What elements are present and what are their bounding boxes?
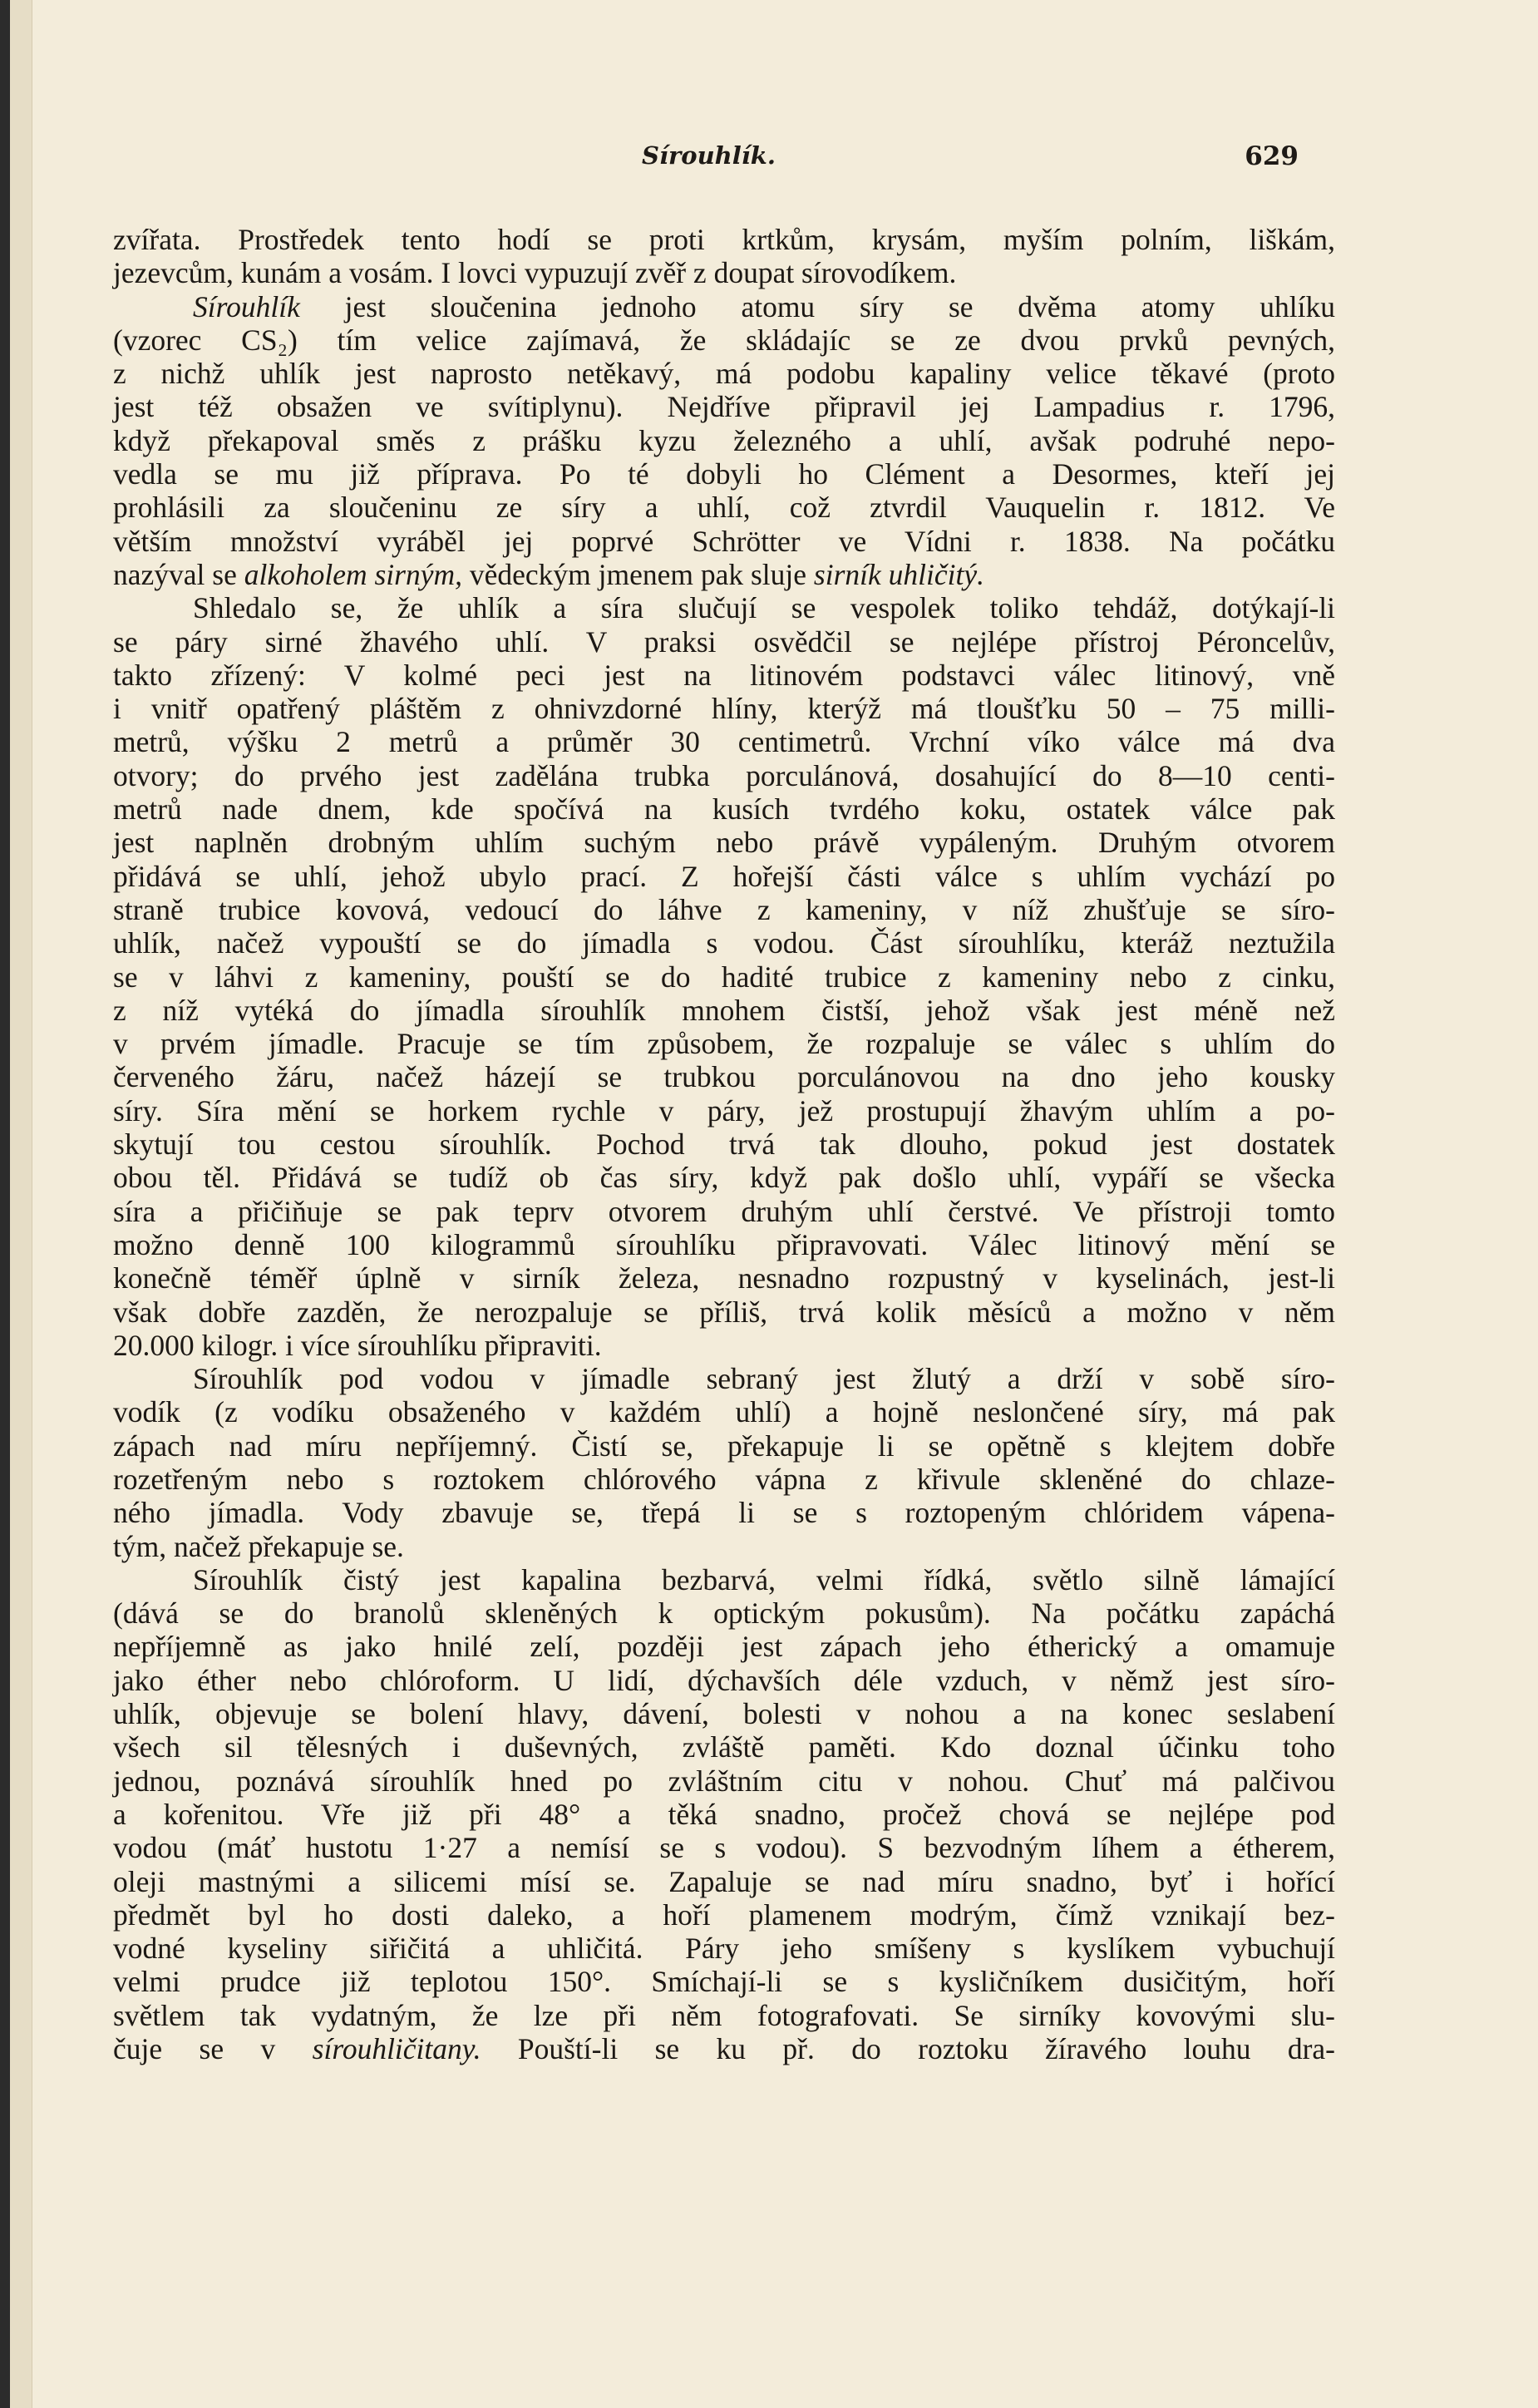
text-line: v prvém jímadle. Pracuje se tím způsobem, že rozpaluje se válec s uhlím do [113,1027,1335,1061]
text-line: obou těl. Přidává se tudíž ob čas síry, když pak došlo uhlí, vypáří se všecka [113,1161,1335,1195]
text-line [113,290,1335,323]
text-line [113,2032,1335,2065]
text-line: Shledalo se, že uhlík a síra slučují se vespolek toliko tehdáž, dotýkají-li [193,591,1335,625]
running-head: Sírouhlík. [642,141,776,170]
text-line: vodou (máť hustotu 1·27 a nemísí se s vodou). S bezvodným líhem a étherem, [113,1831,1335,1865]
book-page [10,0,1538,2408]
text-run: nazýval se [113,557,244,591]
text-line: jako éther nebo chlóroform. U lidí, dýchavších déle vzduch, v němž jest síro- [113,1663,1335,1697]
text-line: uhlík, načež vypouští se do jímadla s vodou. Část sírouhlíku, kteráž neztužila [113,926,1335,960]
text-line: zápach nad míru nepříjemný. Čistí se, překapuje li se opětně s klejtem dobře [113,1429,1335,1463]
text-line: metrů, výšku 2 metrů a průměr 30 centimetrů. Vrchní víko válce má dva [113,725,1335,759]
text-line: se páry sirné žhavého uhlí. V praksi osvědčil se nejlépe přístroj Péroncelův, [113,624,1335,659]
text-line: však dobře zazděn, že nerozpaluje se příliš, trvá kolik měsíců a možno v něm [113,1295,1335,1329]
text-line: otvory; do prvého jest zadělána trubka porculánová, dosahující do 8—10 centi- [113,758,1335,792]
text-line: jest naplněn drobným uhlím suchým nebo právě vypáleným. Druhým otvorem [113,826,1335,860]
text-line: (vzorec CS₂) tím velice zajímavá, že skládajíc se ze dvou prvků pevných, [113,323,1335,357]
italic-term: Sírouhlík [193,289,300,323]
text-line: světlem tak vydatným, že lze při něm fotografovati. Se sirníky kovovými slu- [113,1998,1335,2032]
italic-term: alkoholem sirným, [244,557,462,591]
text-line: vodné kyseliny siřičitá a uhličitá. Páry jeho smíšeny s kyslíkem vybuchují [113,1932,1335,1966]
italic-term: sírouhličitany. [312,2032,481,2066]
text-line: všech sil tělesných i duševných, zvláště paměti. Kdo doznal účinku toho [113,1730,1335,1764]
body-text [113,223,1335,2065]
text-line: z nichž uhlík jest naprosto netěkavý, má podobu kapaliny velice těkavé (proto [113,357,1335,391]
text-line: přidává se uhlí, jehož ubylo prací. Z hořejší části válce s uhlím vychází po [113,859,1335,893]
text-line: Sírouhlík čistý jest kapalina bezbarvá, velmi řídká, světlo silně lámající [193,1562,1335,1596]
text-line: takto zřízený: V kolmé peci jest na litinovém podstavci válec litinový, vně [113,658,1335,692]
text-line: síra a přičiňuje se pak teprv otvorem druhým uhlí čerstvé. Ve přístroji tomto [113,1194,1335,1228]
text-line: Sírouhlík pod vodou v jímadle sebraný jest žlutý a drží v sobě síro- [193,1362,1335,1396]
text-run: jest sloučenina jednoho atomu síry se dvěma atomy uhlíku [299,289,1335,323]
text-line: velmi prudce již teplotou 150°. Smíchají-li se s kysličníkem dusičitým, hoří [113,1965,1335,1999]
text-line: předmět byl ho dosti daleko, a hoří plamenem modrým, čímž vznikají bez- [113,1897,1335,1932]
text-line: síry. Síra mění se horkem rychle v páry, jež prostupují žhavým uhlím a po- [113,1093,1335,1128]
text-line: větším množství vyráběl jej poprvé Schrötter ve Vídni r. 1838. Na počátku [113,524,1335,558]
text-line: vodík (z vodíku obsaženého v každém uhlí) a hojně neslončené síry, má pak [113,1395,1335,1429]
text-line: nepříjemně as jako hnilé zelí, později jest zápach jeho étherický a omamuje [113,1630,1335,1664]
text-line: z níž vytéká do jímadla sírouhlík mnohem čistší, jehož však jest méně než [113,993,1335,1027]
text-line: když překapoval směs z prášku kyzu železného a uhlí, avšak podruhé nepo- [113,423,1335,457]
page-binding-edge [10,0,32,2408]
text-line: (dává se do branolů skleněných k optickým pokusům). Na počátku zapáchá [113,1596,1335,1631]
italic-term: sirník uhličitý. [813,557,984,591]
text-line: ného jímadla. Vody zbavuje se, třepá li se s roztopeným chlóridem vápena- [113,1496,1335,1530]
text-line: a kořenitou. Vře již při 48° a těká snadno, pročež chová se nejlépe pod [113,1797,1335,1831]
text-line: zvířata. Prostředek tento hodí se proti krtkům, krysám, myším polním, liškám, [113,223,1335,256]
text-line: skytují tou cestou sírouhlík. Pochod trvá tak dlouho, pokud jest dostatek [113,1128,1335,1162]
text-line: rozetřeným nebo s roztokem chlórového vápna z křivule skleněné do chlaze- [113,1462,1335,1496]
text-line: prohlásili za sloučeninu ze síry a uhlí, což ztvrdil Vauquelin r. 1812. Ve [113,491,1335,525]
text-line: jezevcům, kunám a vosám. I lovci vypuzují zvěř z doupat sírovodíkem. [113,256,957,290]
text-line: se v láhvi z kameniny, pouští se do hadité trubice z kameniny nebo z cinku, [113,960,1335,994]
text-line: straně trubice kovová, vedoucí do láhve z kameniny, v níž zhušťuje se síro- [113,892,1335,926]
text-run: Pouští-li se ku př. do roztoku žíravého louhu dra- [481,2032,1336,2066]
text-line: červeného žáru, načež házejí se trubkou porculánovou na dno jeho kousky [113,1060,1335,1094]
text-line: vedla se mu již příprava. Po té dobyli ho Clément a Desormes, kteří jej [113,457,1335,491]
text-run: vědeckým jmenem pak sluje [461,557,814,591]
text-line: konečně téměř úplně v sirník železa, nesnadno rozpustný v kyselinách, jest-li [113,1261,1335,1295]
text-line: 20.000 kilogr. i více sírouhlíku připraviti. [113,1328,602,1362]
text-line: možno denně 100 kilogrammů sírouhlíku připravovati. Válec litinový mění se [113,1227,1335,1261]
text-line: tým, načež překapuje se. [113,1529,404,1563]
page-header [101,141,1299,191]
text-line: jednou, poznává sírouhlík hned po zvláštním citu v nohou. Chuť má palčivou [113,1764,1335,1798]
text-line: metrů nade dnem, kde spočívá na kusích tvrdého koku, ostatek válce pak [113,792,1335,827]
text-line: jest též obsažen ve svítiplynu). Nejdříve připravil jej Lampadius r. 1796, [113,390,1335,424]
text-run: čuje se v [113,2032,313,2066]
text-line: uhlík, objevuje se bolení hlavy, dávení, bolesti v nohou a na konec seslabení [113,1697,1335,1731]
text-line [113,558,1335,591]
text-line: i vnitř opatřený pláštěm z ohnivzdorné hlíny, kterýž má tloušťku 50 – 75 milli- [113,692,1335,726]
page-number: 629 [1245,141,1299,171]
text-line: oleji mastnými a silicemi mísí se. Zapaluje se nad míru snadno, byť i hořící [113,1864,1335,1898]
